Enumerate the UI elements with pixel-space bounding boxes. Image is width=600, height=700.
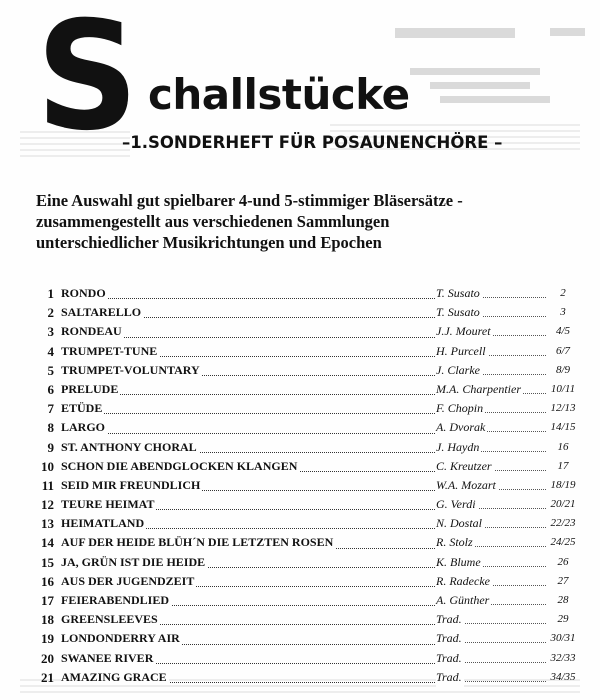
toc-title bbox=[61, 399, 453, 418]
toc-row bbox=[36, 495, 576, 514]
toc-number: 7 bbox=[47, 401, 54, 417]
toc-row bbox=[36, 553, 576, 572]
toc-page: 8/9 bbox=[555, 363, 571, 376]
toc-number: 21 bbox=[41, 669, 54, 685]
toc-title bbox=[61, 514, 453, 533]
toc-row bbox=[36, 457, 576, 476]
toc-composer-name: H. Purcell bbox=[436, 342, 488, 361]
toc-title bbox=[61, 322, 453, 341]
toc-number: 1 bbox=[47, 286, 54, 301]
toc-composer-name: R. Radecke bbox=[436, 572, 492, 591]
toc-composer bbox=[436, 668, 546, 687]
toc-page: 30/31 bbox=[550, 632, 576, 645]
toc-composer bbox=[436, 380, 546, 399]
toc-title-text: ST. ANTHONY CHORAL bbox=[61, 439, 197, 454]
toc-row bbox=[36, 476, 576, 495]
toc-title-text: SWANEE RIVER bbox=[61, 650, 154, 665]
toc-title bbox=[61, 342, 453, 361]
toc-composer-name: A. Günther bbox=[436, 591, 491, 610]
toc-row bbox=[36, 610, 576, 629]
toc-number: 13 bbox=[41, 516, 54, 532]
toc-composer-name: J. Haydn bbox=[436, 438, 481, 457]
toc-number: 18 bbox=[41, 612, 54, 628]
toc-composer-name: Trad. bbox=[436, 668, 464, 687]
toc-row bbox=[36, 629, 576, 648]
toc-title-text: TRUMPET-VOLUNTARY bbox=[61, 362, 200, 377]
toc-composer bbox=[436, 610, 546, 629]
toc-title-text: AMAZING GRACE bbox=[61, 669, 167, 684]
toc-row bbox=[36, 572, 576, 591]
toc-composer bbox=[436, 361, 546, 380]
table-of-contents bbox=[36, 284, 576, 687]
toc-composer-name: A. Dvorak bbox=[436, 418, 487, 437]
toc-composer bbox=[436, 514, 546, 533]
intro-line: Eine Auswahl gut spielbarer 4-und 5-stimmiger Bläsersätze - bbox=[36, 191, 463, 210]
toc-number: 9 bbox=[47, 439, 54, 455]
toc-composer bbox=[436, 303, 546, 322]
toc-composer-name: W.A. Mozart bbox=[436, 476, 498, 495]
toc-composer-name: T. Susato bbox=[436, 284, 482, 303]
toc-page: 28 bbox=[557, 594, 569, 606]
toc-composer bbox=[436, 495, 546, 514]
toc-title bbox=[61, 284, 453, 303]
toc-row bbox=[36, 533, 576, 552]
toc-composer bbox=[436, 438, 546, 457]
toc-row bbox=[36, 418, 576, 437]
toc-composer bbox=[436, 342, 546, 361]
toc-composer bbox=[436, 418, 546, 437]
toc-title-text: LARGO bbox=[61, 420, 106, 435]
toc-title bbox=[61, 495, 453, 514]
toc-title-text: AUS DER JUGENDZEIT bbox=[61, 573, 195, 588]
toc-title-text: JA, GRÜN IST DIE HEIDE bbox=[61, 554, 206, 569]
toc-composer bbox=[436, 649, 546, 668]
toc-title-text: PRELUDE bbox=[61, 381, 119, 396]
toc-composer-name: Trad. bbox=[436, 629, 464, 648]
toc-row bbox=[36, 668, 576, 687]
toc-title-text: RONDEAU bbox=[61, 324, 122, 339]
toc-title-text: SCHON DIE ABENDGLOCKEN KLANGEN bbox=[61, 458, 298, 473]
toc-title-text: HEIMATLAND bbox=[61, 516, 145, 531]
toc-title-text: ETÜDE bbox=[61, 401, 103, 416]
intro-line: unterschiedlicher Musikrichtungen und Epochen bbox=[36, 233, 382, 252]
toc-title-text: TEURE HEIMAT bbox=[61, 497, 155, 512]
toc-composer bbox=[436, 476, 546, 495]
toc-title bbox=[61, 303, 453, 322]
toc-composer bbox=[436, 553, 546, 572]
toc-row bbox=[36, 649, 576, 668]
toc-page: 32/33 bbox=[550, 651, 576, 664]
toc-composer-name: F. Chopin bbox=[436, 399, 485, 418]
toc-title bbox=[61, 361, 453, 380]
toc-row bbox=[36, 303, 576, 322]
toc-composer bbox=[436, 572, 546, 591]
toc-page: 29 bbox=[557, 613, 569, 626]
toc-title bbox=[61, 629, 453, 648]
toc-composer bbox=[436, 591, 546, 610]
toc-title bbox=[61, 591, 453, 610]
toc-row bbox=[36, 380, 576, 399]
toc-number: 3 bbox=[47, 324, 54, 340]
toc-composer bbox=[436, 457, 546, 476]
toc-composer-name: C. Kreutzer bbox=[436, 457, 494, 476]
toc-number: 14 bbox=[41, 535, 54, 551]
toc-page: 18/19 bbox=[550, 478, 576, 491]
toc-row bbox=[36, 399, 576, 418]
toc-composer-name: G. Verdi bbox=[436, 495, 478, 514]
toc-number: 12 bbox=[41, 497, 54, 513]
toc-row bbox=[36, 284, 576, 303]
toc-composer-name: N. Dostal bbox=[436, 514, 484, 533]
intro-line: zusammengestellt aus verschiedenen Sammlungen bbox=[36, 212, 390, 231]
toc-number: 19 bbox=[41, 631, 54, 647]
toc-number: 2 bbox=[47, 305, 54, 321]
toc-row bbox=[36, 591, 576, 610]
toc-page: 26 bbox=[557, 555, 569, 568]
toc-title bbox=[61, 457, 453, 476]
toc-title bbox=[61, 533, 453, 552]
toc-page: 22/23 bbox=[550, 517, 576, 530]
toc-composer bbox=[436, 399, 546, 418]
toc-title bbox=[61, 438, 453, 457]
toc-row bbox=[36, 342, 576, 361]
intro-paragraph bbox=[36, 190, 576, 253]
toc-title-text: FEIERABENDLIED bbox=[61, 593, 170, 607]
toc-page: 12/13 bbox=[550, 402, 576, 415]
toc-number: 20 bbox=[41, 650, 54, 666]
toc-title bbox=[61, 610, 453, 629]
toc-number: 4 bbox=[47, 343, 54, 359]
toc-composer-name: M.A. Charpentier bbox=[436, 380, 523, 399]
toc-number: 10 bbox=[41, 458, 54, 474]
toc-title-text: LONDONDERRY AIR bbox=[61, 631, 180, 646]
toc-page: 24/25 bbox=[550, 536, 576, 549]
toc-title-text: RONDO bbox=[61, 286, 106, 300]
toc-row bbox=[36, 322, 576, 341]
toc-page: 4/5 bbox=[555, 325, 571, 338]
toc-page: 10/11 bbox=[550, 382, 576, 395]
toc-composer bbox=[436, 629, 546, 648]
toc-page: 17 bbox=[557, 459, 569, 472]
toc-composer-name: T. Susato bbox=[436, 303, 482, 322]
toc-title-text: SALTARELLO bbox=[61, 305, 142, 320]
toc-composer-name: Trad. bbox=[436, 649, 464, 668]
toc-title bbox=[61, 476, 453, 495]
toc-page: 6/7 bbox=[555, 344, 571, 357]
toc-title bbox=[61, 572, 453, 591]
subtitle: –1.SONDERHEFT FÜR POSAUNENCHÖRE – bbox=[122, 133, 503, 152]
toc-page: 14/15 bbox=[550, 421, 576, 434]
toc-number: 11 bbox=[41, 477, 54, 493]
toc-page: 2 bbox=[560, 287, 566, 299]
toc-page: 27 bbox=[557, 574, 569, 587]
toc-row bbox=[36, 361, 576, 380]
toc-title bbox=[61, 418, 453, 437]
toc-number: 6 bbox=[47, 381, 54, 397]
toc-number: 8 bbox=[47, 420, 54, 436]
toc-title-text: GREENSLEEVES bbox=[61, 612, 158, 627]
toc-title bbox=[61, 649, 453, 668]
toc-composer-name: K. Blume bbox=[436, 553, 483, 572]
toc-title bbox=[61, 668, 453, 687]
toc-title-text: TRUMPET-TUNE bbox=[61, 343, 158, 358]
toc-number: 5 bbox=[47, 362, 54, 378]
toc-number: 16 bbox=[41, 573, 54, 589]
toc-composer-name: R. Stolz bbox=[436, 533, 475, 552]
toc-page: 34/35 bbox=[550, 670, 576, 683]
toc-title-text: AUF DER HEIDE BLÜH´N DIE LETZTEN ROSEN bbox=[61, 535, 334, 550]
toc-title bbox=[61, 380, 453, 399]
title-text: challstücke bbox=[148, 70, 410, 119]
toc-page: 3 bbox=[560, 306, 566, 319]
toc-composer bbox=[436, 322, 546, 341]
toc-composer-name: J.J. Mouret bbox=[436, 322, 493, 341]
toc-page: 16 bbox=[557, 440, 569, 453]
toc-page: 20/21 bbox=[550, 498, 576, 511]
toc-title-text: SEID MIR FREUNDLICH bbox=[61, 477, 201, 492]
toc-title bbox=[61, 553, 453, 572]
toc-number: 15 bbox=[41, 554, 54, 570]
toc-composer bbox=[436, 284, 546, 303]
toc-number: 17 bbox=[41, 593, 54, 608]
toc-composer bbox=[436, 533, 546, 552]
toc-row bbox=[36, 438, 576, 457]
toc-composer-name: Trad. bbox=[436, 610, 464, 629]
toc-row bbox=[36, 514, 576, 533]
logo-s-letter: S bbox=[36, 0, 139, 164]
toc-composer-name: J. Clarke bbox=[436, 361, 482, 380]
